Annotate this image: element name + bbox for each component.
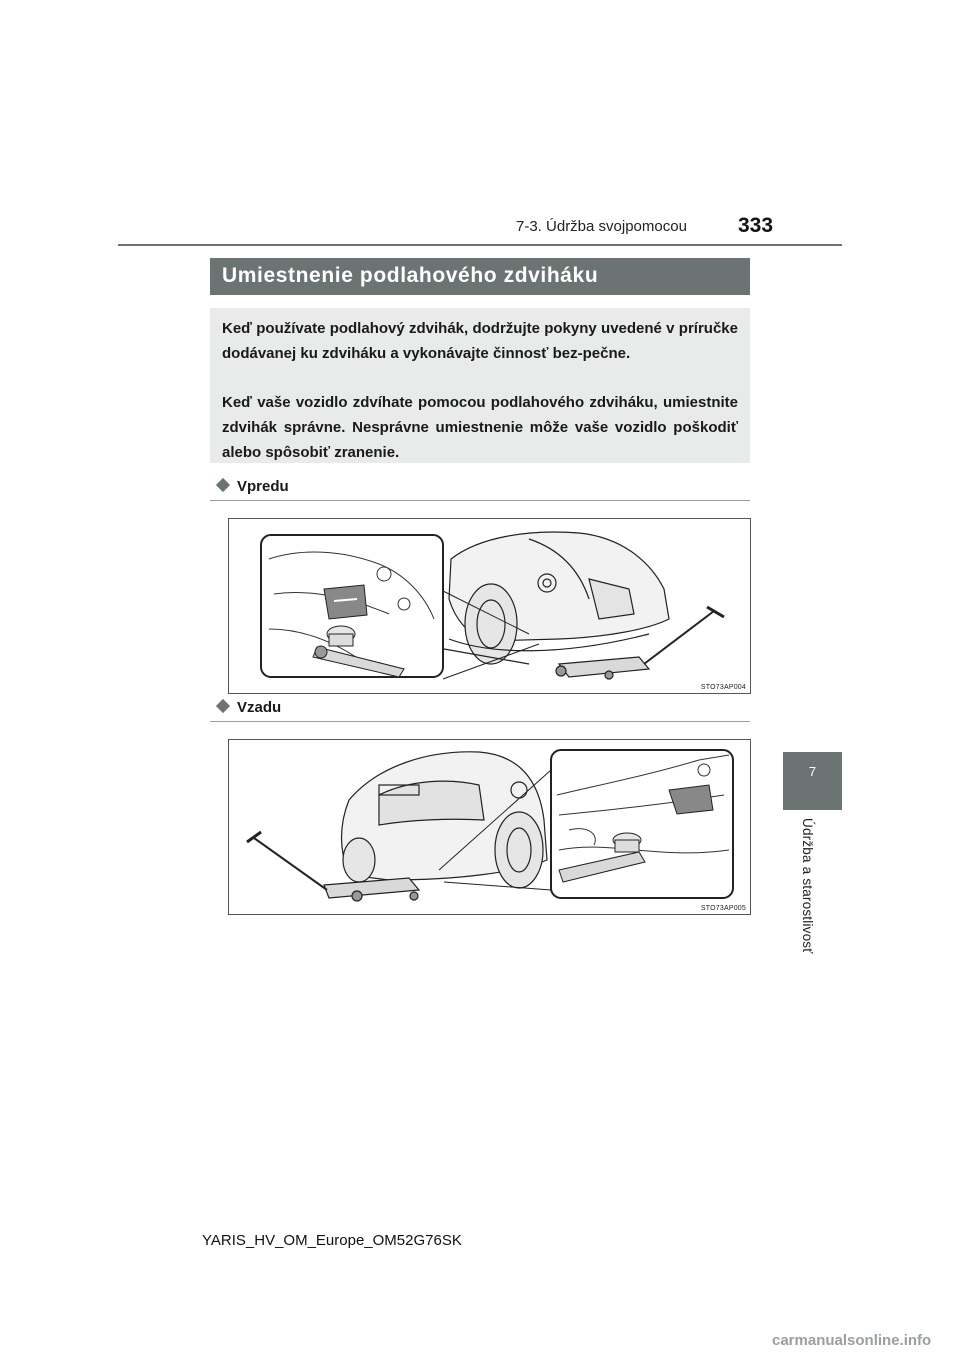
figure-front-code: STO73AP004 (700, 684, 746, 691)
section-title: Umiestnenie podlahového zdviháku (222, 264, 599, 287)
section-title-bar (210, 258, 750, 295)
diamond-bullet-icon (216, 478, 230, 492)
document-footer-code: YARIS_HV_OM_Europe_OM52G76SK (202, 1232, 462, 1249)
intro-paragraph-2: Keď vaše vozidlo zdvíhate pomocou podlahového zdviháku, umiestnite zdvihák správne. Nesprávne umiestnenie môže vaše vozidlo poškodiť alebo spôsobiť zranenie. (222, 394, 738, 461)
front-jack-illustration (229, 519, 750, 693)
subheading-front-divider (210, 500, 750, 501)
rear-jack-illustration (229, 740, 750, 914)
header-divider (118, 244, 842, 246)
chapter-tab (783, 752, 842, 810)
chapter-number: 7 (808, 764, 817, 779)
header-section-title: 7-3. Údržba svojpomocou (516, 218, 687, 235)
figure-rear-jack-point (228, 739, 751, 915)
subheading-rear (218, 699, 281, 716)
figure-rear-code: STO73AP005 (700, 905, 746, 912)
subheading-front-label: Vpredu (237, 478, 289, 495)
diamond-bullet-icon (216, 699, 230, 713)
subheading-front (218, 478, 289, 495)
page-number: 333 (738, 214, 774, 237)
subheading-rear-label: Vzadu (237, 699, 282, 716)
intro-box (210, 308, 750, 463)
chapter-title: Údržba a starostlivosť (800, 818, 815, 954)
watermark: carmanualsonline.info (772, 1332, 932, 1349)
intro-paragraph-1: Keď používate podlahový zdvihák, dodržujte pokyny uvedené v príručke dodávanej ku zdviháku a vykonávajte činnosť bez-pečne. (222, 320, 738, 362)
figure-front-jack-point (228, 518, 751, 694)
subheading-rear-divider (210, 721, 750, 722)
